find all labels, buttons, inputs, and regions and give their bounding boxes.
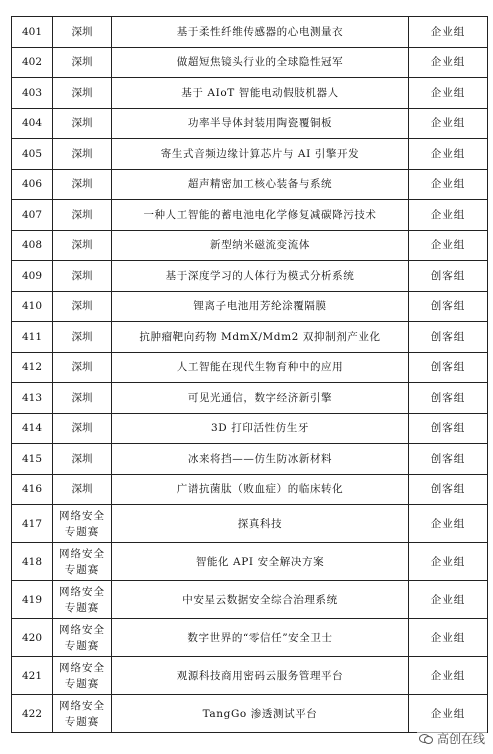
row-number-cell: 415 [12, 444, 53, 475]
row-region-cell: 深圳 [53, 261, 112, 292]
row-group-cell: 企业组 [409, 169, 488, 200]
row-region-cell: 网络安全 专题赛 [53, 505, 112, 543]
row-project-name-cell: 人工智能在现代生物育种中的应用 [112, 352, 409, 383]
table-row [12, 108, 488, 139]
table-row [12, 413, 488, 444]
row-region-cell: 深圳 [53, 474, 112, 505]
row-project-name-cell: 数字世界的“零信任”安全卫士 [112, 619, 409, 657]
row-region-cell: 深圳 [53, 444, 112, 475]
row-number-cell: 407 [12, 200, 53, 231]
row-region-cell: 网络安全 专题赛 [53, 695, 112, 733]
table-row [12, 543, 488, 581]
row-region-cell: 深圳 [53, 169, 112, 200]
table-row [12, 383, 488, 414]
table-row [12, 657, 488, 695]
row-region-cell: 网络安全 专题赛 [53, 543, 112, 581]
row-project-name-cell: 寄生式音频边缘计算芯片与 AI 引擎开发 [112, 139, 409, 170]
table-row [12, 47, 488, 78]
row-project-name-cell: 观源科技商用密码云服务管理平台 [112, 657, 409, 695]
row-region-cell: 深圳 [53, 17, 112, 48]
row-region-cell: 网络安全 专题赛 [53, 619, 112, 657]
row-project-name-cell: 超声精密加工核心装备与系统 [112, 169, 409, 200]
row-group-cell: 企业组 [409, 200, 488, 231]
row-number-cell: 410 [12, 291, 53, 322]
row-number-cell: 404 [12, 108, 53, 139]
row-group-cell: 创客组 [409, 352, 488, 383]
row-region-cell: 深圳 [53, 322, 112, 353]
row-project-name-cell: TangGo 渗透测试平台 [112, 695, 409, 733]
row-group-cell: 创客组 [409, 474, 488, 505]
table-row [12, 200, 488, 231]
table-row [12, 581, 488, 619]
table-row [12, 322, 488, 353]
row-region-cell: 深圳 [53, 108, 112, 139]
table-row [12, 78, 488, 109]
row-group-cell: 企业组 [409, 543, 488, 581]
row-group-cell: 企业组 [409, 78, 488, 109]
table-row [12, 230, 488, 261]
table-row [12, 505, 488, 543]
row-number-cell: 406 [12, 169, 53, 200]
row-number-cell: 413 [12, 383, 53, 414]
row-number-cell: 411 [12, 322, 53, 353]
row-group-cell: 创客组 [409, 291, 488, 322]
row-project-name-cell: 一种人工智能的蓄电池电化学修复减碳降污技术 [112, 200, 409, 231]
row-project-name-cell: 基于 AIoT 智能电动假肢机器人 [112, 78, 409, 109]
row-project-name-cell: 基于深度学习的人体行为模式分析系统 [112, 261, 409, 292]
project-table-body [12, 17, 488, 733]
row-number-cell: 422 [12, 695, 53, 733]
row-group-cell: 企业组 [409, 17, 488, 48]
row-project-name-cell: 探真科技 [112, 505, 409, 543]
row-group-cell: 企业组 [409, 108, 488, 139]
row-region-cell: 深圳 [53, 78, 112, 109]
row-number-cell: 405 [12, 139, 53, 170]
row-region-cell: 深圳 [53, 139, 112, 170]
row-number-cell: 408 [12, 230, 53, 261]
table-row [12, 139, 488, 170]
row-project-name-cell: 中安星云数据安全综合治理系统 [112, 581, 409, 619]
row-project-name-cell: 做超短焦镜头行业的全球隐性冠军 [112, 47, 409, 78]
row-group-cell: 企业组 [409, 695, 488, 733]
row-number-cell: 412 [12, 352, 53, 383]
row-group-cell: 企业组 [409, 657, 488, 695]
row-region-cell: 深圳 [53, 383, 112, 414]
row-number-cell: 414 [12, 413, 53, 444]
row-number-cell: 402 [12, 47, 53, 78]
row-group-cell: 创客组 [409, 413, 488, 444]
row-group-cell: 企业组 [409, 505, 488, 543]
row-project-name-cell: 抗肿瘤靶向药物 MdmX/Mdm2 双抑制剂产业化 [112, 322, 409, 353]
row-number-cell: 417 [12, 505, 53, 543]
row-group-cell: 企业组 [409, 230, 488, 261]
table-row [12, 444, 488, 475]
row-number-cell: 418 [12, 543, 53, 581]
row-region-cell: 深圳 [53, 47, 112, 78]
watermark-text: 高创在线 [436, 732, 485, 746]
row-group-cell: 创客组 [409, 383, 488, 414]
row-group-cell: 企业组 [409, 47, 488, 78]
row-region-cell: 网络安全 专题赛 [53, 657, 112, 695]
table-row [12, 619, 488, 657]
row-region-cell: 深圳 [53, 413, 112, 444]
row-number-cell: 421 [12, 657, 53, 695]
row-group-cell: 创客组 [409, 444, 488, 475]
table-row [12, 169, 488, 200]
row-project-name-cell: 3D 打印活性仿生牙 [112, 413, 409, 444]
row-group-cell: 创客组 [409, 322, 488, 353]
row-region-cell: 深圳 [53, 230, 112, 261]
row-number-cell: 420 [12, 619, 53, 657]
row-project-name-cell: 锂离子电池用芳纶涂覆隔膜 [112, 291, 409, 322]
row-number-cell: 401 [12, 17, 53, 48]
table-row [12, 261, 488, 292]
project-table [11, 16, 488, 733]
row-project-name-cell: 功率半导体封装用陶瓷覆铜板 [112, 108, 409, 139]
row-group-cell: 企业组 [409, 619, 488, 657]
row-project-name-cell: 可见光通信，数字经济新引擎 [112, 383, 409, 414]
row-number-cell: 416 [12, 474, 53, 505]
row-number-cell: 403 [12, 78, 53, 109]
row-region-cell: 网络安全 专题赛 [53, 581, 112, 619]
row-project-name-cell: 基于柔性纤维传感器的心电测量衣 [112, 17, 409, 48]
row-region-cell: 深圳 [53, 200, 112, 231]
row-group-cell: 企业组 [409, 581, 488, 619]
row-number-cell: 409 [12, 261, 53, 292]
table-row [12, 17, 488, 48]
row-project-name-cell: 冰来将挡——仿生防冰新材料 [112, 444, 409, 475]
watermark [417, 729, 487, 748]
table-row [12, 474, 488, 505]
row-project-name-cell: 新型纳米磁流变流体 [112, 230, 409, 261]
row-region-cell: 深圳 [53, 352, 112, 383]
row-group-cell: 创客组 [409, 261, 488, 292]
row-group-cell: 企业组 [409, 139, 488, 170]
row-project-name-cell: 广谱抗菌肽（败血症）的临床转化 [112, 474, 409, 505]
table-row [12, 352, 488, 383]
wechat-icon [419, 733, 433, 744]
row-project-name-cell: 智能化 API 安全解决方案 [112, 543, 409, 581]
table-row [12, 695, 488, 733]
row-number-cell: 419 [12, 581, 53, 619]
table-row [12, 291, 488, 322]
row-region-cell: 深圳 [53, 291, 112, 322]
